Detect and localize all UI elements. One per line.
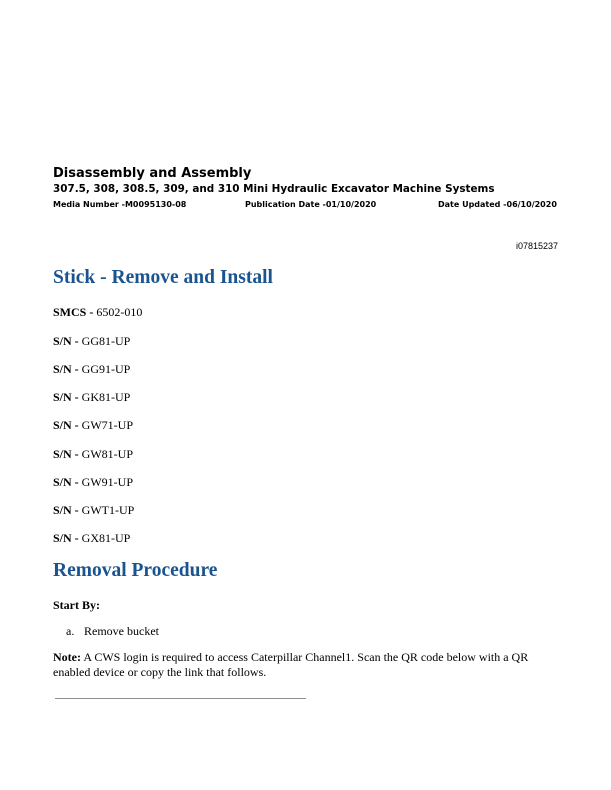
serial-label: S/N - [53, 418, 79, 432]
serial-value: GG81-UP [81, 334, 131, 348]
serial-value: GW91-UP [81, 475, 133, 489]
removal-procedure-heading: Removal Procedure [53, 560, 218, 581]
smcs-value: 6502-010 [96, 305, 143, 319]
serial-number-line [53, 447, 133, 462]
serial-label: S/N - [53, 475, 79, 489]
serial-number-line [53, 362, 130, 377]
step-text: Remove bucket [84, 624, 159, 638]
document-id: i07815237 [515, 241, 558, 251]
media-number: Media Number -M0095130-08 [53, 200, 187, 209]
serial-label: S/N - [53, 447, 79, 461]
publication-date: Publication Date -01/10/2020 [245, 200, 377, 209]
serial-number-line [53, 418, 133, 433]
note-paragraph [53, 650, 558, 679]
page-title: Stick - Remove and Install [53, 267, 273, 288]
smcs-line [53, 305, 142, 320]
serial-label: S/N - [53, 531, 79, 545]
serial-value: GWT1-UP [81, 503, 135, 517]
serial-number-line [53, 503, 134, 518]
serial-value: GW81-UP [81, 447, 133, 461]
smcs-label: SMCS - [53, 305, 94, 319]
start-by-label: Start By: [53, 598, 100, 612]
serial-value: GG91-UP [81, 362, 131, 376]
serial-value: GW71-UP [81, 418, 133, 432]
manual-subtitle: 307.5, 308, 308.5, 309, and 310 Mini Hydraulic Excavator Machine Systems [53, 183, 495, 195]
serial-label: S/N - [53, 362, 79, 376]
serial-number-line [53, 390, 130, 405]
list-item [66, 624, 159, 639]
note-label: Note: [53, 650, 81, 664]
serial-number-line [53, 475, 133, 490]
date-updated: Date Updated -06/10/2020 [438, 200, 557, 209]
step-marker: a. [66, 624, 75, 638]
serial-number-line [53, 531, 130, 546]
serial-label: S/N - [53, 390, 79, 404]
divider [55, 698, 306, 699]
serial-label: S/N - [53, 334, 79, 348]
serial-number-line [53, 334, 130, 349]
manual-title: Disassembly and Assembly [53, 166, 252, 181]
serial-label: S/N - [53, 503, 79, 517]
serial-value: GK81-UP [81, 390, 131, 404]
note-text: A CWS login is required to access Caterpillar Channel1. Scan the QR code below with a QR enabled device or copy the link that follows. [53, 650, 529, 679]
serial-value: GX81-UP [81, 531, 131, 545]
